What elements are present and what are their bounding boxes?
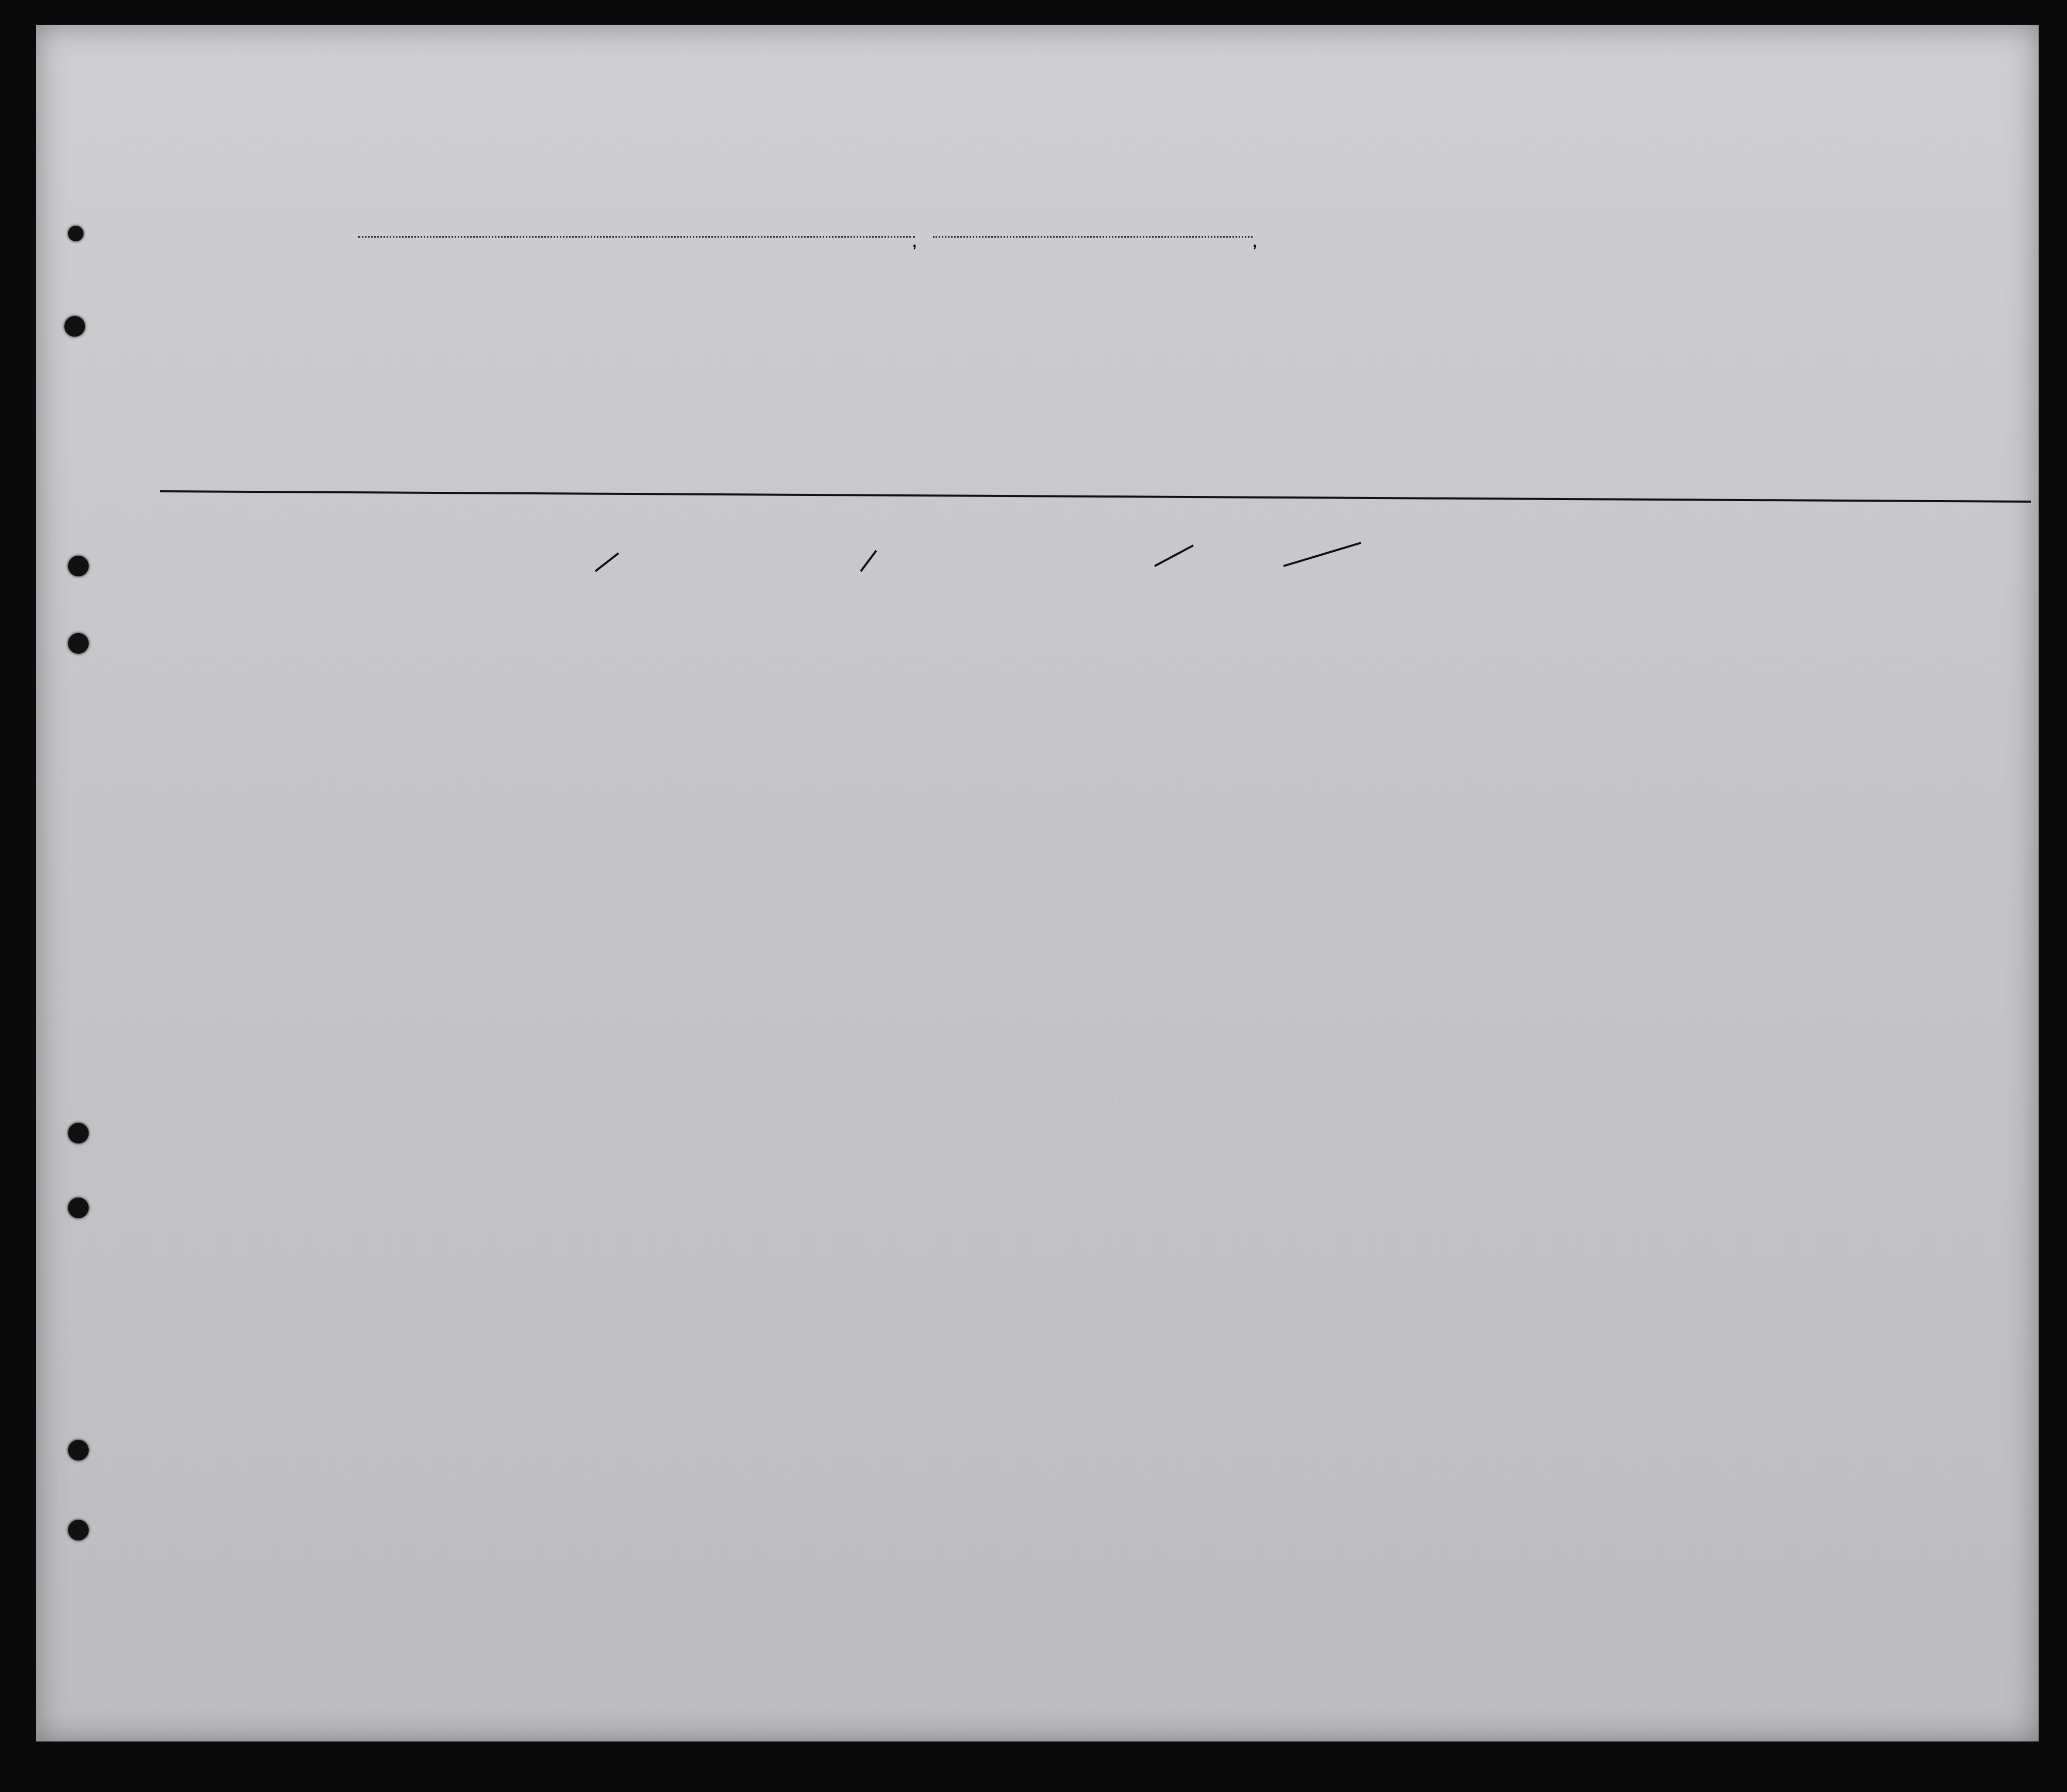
handwritten-marks [36, 25, 2039, 1741]
punch-hole [68, 556, 89, 576]
punch-hole [68, 1440, 89, 1461]
punch-hole [68, 1123, 89, 1143]
manifest-sheet [36, 25, 2039, 1741]
punch-hole [68, 1198, 89, 1218]
punch-hole [68, 226, 84, 241]
punch-hole [68, 633, 89, 654]
punch-hole [68, 1520, 89, 1540]
punch-hole [64, 316, 85, 337]
comma: , [912, 234, 917, 251]
comma-2: , [1253, 234, 1257, 251]
